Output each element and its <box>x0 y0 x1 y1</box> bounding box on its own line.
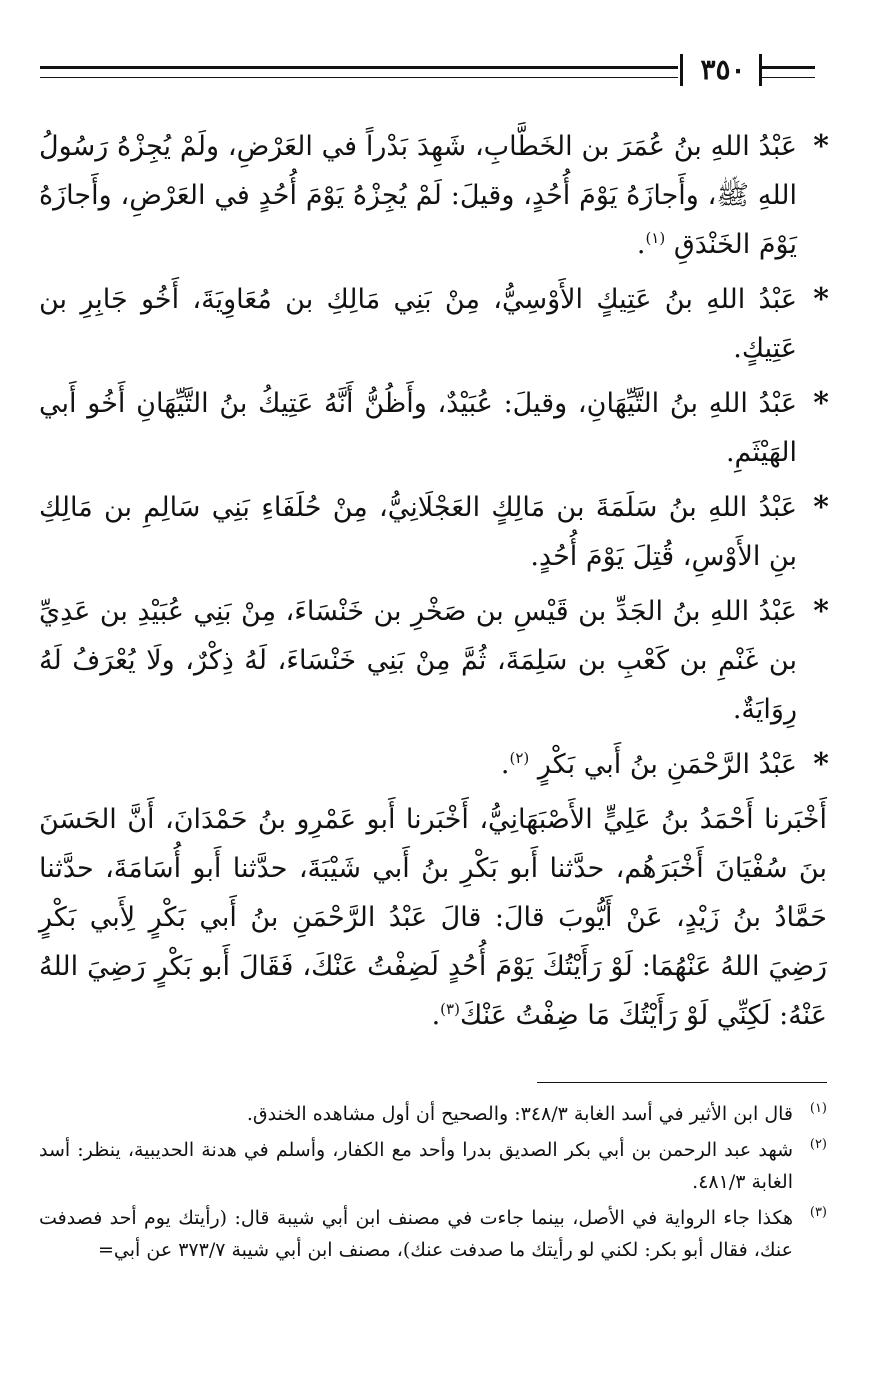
biography-entry <box>39 275 827 373</box>
footnote-ref: (٣) <box>440 1000 460 1018</box>
page-header <box>40 52 815 88</box>
entry-text: عَبْدُ اللهِ بنُ التَّيِّهَانِ، وقيلَ: عُبَيْدٌ، وأَظُنُّ أَنَّهُ عَتِيكُ بنُ التَّيِّهَانِ أَخُو أَبي الهَيْثَمِ. <box>39 388 797 468</box>
entry-text: عَبْدُ اللهِ بنُ الجَدِّ بن قَيْسِ بن صَخْرِ بن خَنْسَاءَ، مِنْ بَنِي عُبَيْدِ بن عَدِيِّ بن غَنْمِ بن كَعْبِ بن سَلِمَةَ، ثُمَّ مِنْ بَنِي خَنْسَاءَ، لَهُ ذِكْرٌ، ولَا يُعْرَفُ لَهُ رِوَايَةٌ. <box>39 596 797 725</box>
bullet-asterisk: * <box>813 747 829 782</box>
biography-entry <box>39 587 827 734</box>
biography-entry <box>39 740 827 789</box>
main-text <box>39 122 827 1040</box>
entry-text: عَبْدُ اللهِ بنُ عُمَرَ بن الخَطَّابِ، شَهِدَ بَدْراً في العَرْضِ، ولَمْ يُجِزْهُ رَسُولُ اللهِ ﷺ، وأَجازَهُ يَوْمَ أُحُدٍ، وقيلَ: لَمْ يُجِزْهُ يَوْمَ أُحُدٍ في العَرْضِ، وأَجازَهُ يَوْمَ الخَنْدَقِ <box>39 131 797 260</box>
footnote-ref: (١) <box>645 229 666 247</box>
footnote-text: هكذا جاء الرواية في الأصل، بينما جاءت في مصنف ابن أبي شيبة قال: (رأيتك يوم أحد فصدفت عنك، فقال أبو بكر: لكني لو رأيتك ما صدفت عنك)، مصنف ابن أبي شيبة ٣٧٣/٧ عن أبي= <box>39 1207 793 1261</box>
footnote-text: شهد عبد الرحمن بن أبي بكر الصديق بدرا وأحد مع الكفار، وأسلم في هدنة الحديبية، ينظر: أسد الغابة ٤٨١/٣. <box>39 1139 793 1193</box>
footnote-marker: (١) <box>809 1101 827 1116</box>
entry-tail: . <box>500 749 510 780</box>
bullet-asterisk: * <box>813 386 829 421</box>
bullet-asterisk: * <box>813 490 829 525</box>
entry-text: عَبْدُ اللهِ بنُ عَتِيكٍ الأَوْسِيُّ، مِنْ بَنِي مَالِكِ بن مُعَاوِيَةَ، أَخُو جَابِرِ بن عَتِيكٍ. <box>39 284 797 364</box>
footnote <box>39 1134 827 1198</box>
entry-tail: . <box>636 229 646 260</box>
header-bar-left <box>680 54 683 86</box>
entry-text: عَبْدُ الرَّحْمَنِ بنُ أَبي بَكْرٍ <box>537 749 797 780</box>
header-rule-left <box>40 66 678 78</box>
narration-paragraph <box>39 795 827 1040</box>
header-rule-right <box>762 66 815 78</box>
paragraph-text: أَخْبَرنا أَحْمَدُ بنُ عَلِيٍّ الأَصْبَهَانِيُّ، أَخْبَرنا أَبو عَمْرِو بنُ حَمْدَانَ، أَنَّ الحَسَنَ بنَ سُفْيَانَ أَخْبَرَهُم، حدَّثنا أَبو بَكْرِ بنُ أَبي شَيْبَةَ، حدَّثنا أَبو أُسَامَةَ، حدَّثنا حَمَّادُ بنُ زَيْدٍ، عَنْ أَيُّوبَ قالَ: قالَ عَبْدُ الرَّحْمَنِ بنُ أَبي بَكْرٍ لِأَبي بَكْرٍ رَضِيَ اللهُ عَنْهُمَا: لَوْ رَأَيْتُكَ يَوْمَ أُحُدٍ لَضِفْتُ عَنْكَ، فَقَالَ أَبو بَكْرٍ رَضِيَ اللهُ عَنْهُ: لَكِنِّي لَوْ رَأَيْتُكَ مَا ضِفْتُ عَنْكَ <box>39 804 827 1031</box>
footnote-text: قال ابن الأثير في أسد الغابة ٣٤٨/٣: والصحيح أن أول مشاهده الخندق. <box>246 1103 793 1125</box>
footnote <box>39 1098 827 1130</box>
bullet-asterisk: * <box>813 282 829 317</box>
footnote-marker: (٣) <box>809 1205 827 1220</box>
footnote-ref: (٢) <box>509 749 530 767</box>
bullet-asterisk: * <box>813 129 829 164</box>
page-number: ٣٥٠ <box>700 53 746 86</box>
footnote-marker: (٢) <box>809 1137 827 1152</box>
biography-entry <box>39 122 827 269</box>
biography-entry <box>39 379 827 477</box>
footnote <box>39 1202 827 1266</box>
entry-text: عَبْدُ اللهِ بنُ سَلَمَةَ بن مَالِكٍ العَجْلَانِيُّ، مِنْ حُلَفَاءِ بَنِي سَالِمِ بن مَالِكِ بنِ الأَوْسِ، قُتِلَ يَوْمَ أُحُدٍ. <box>39 492 797 572</box>
paragraph-tail: . <box>431 1000 441 1031</box>
footnote-divider <box>537 1082 827 1083</box>
footnotes <box>39 1098 827 1270</box>
bullet-asterisk: * <box>813 594 829 629</box>
biography-entry <box>39 483 827 581</box>
